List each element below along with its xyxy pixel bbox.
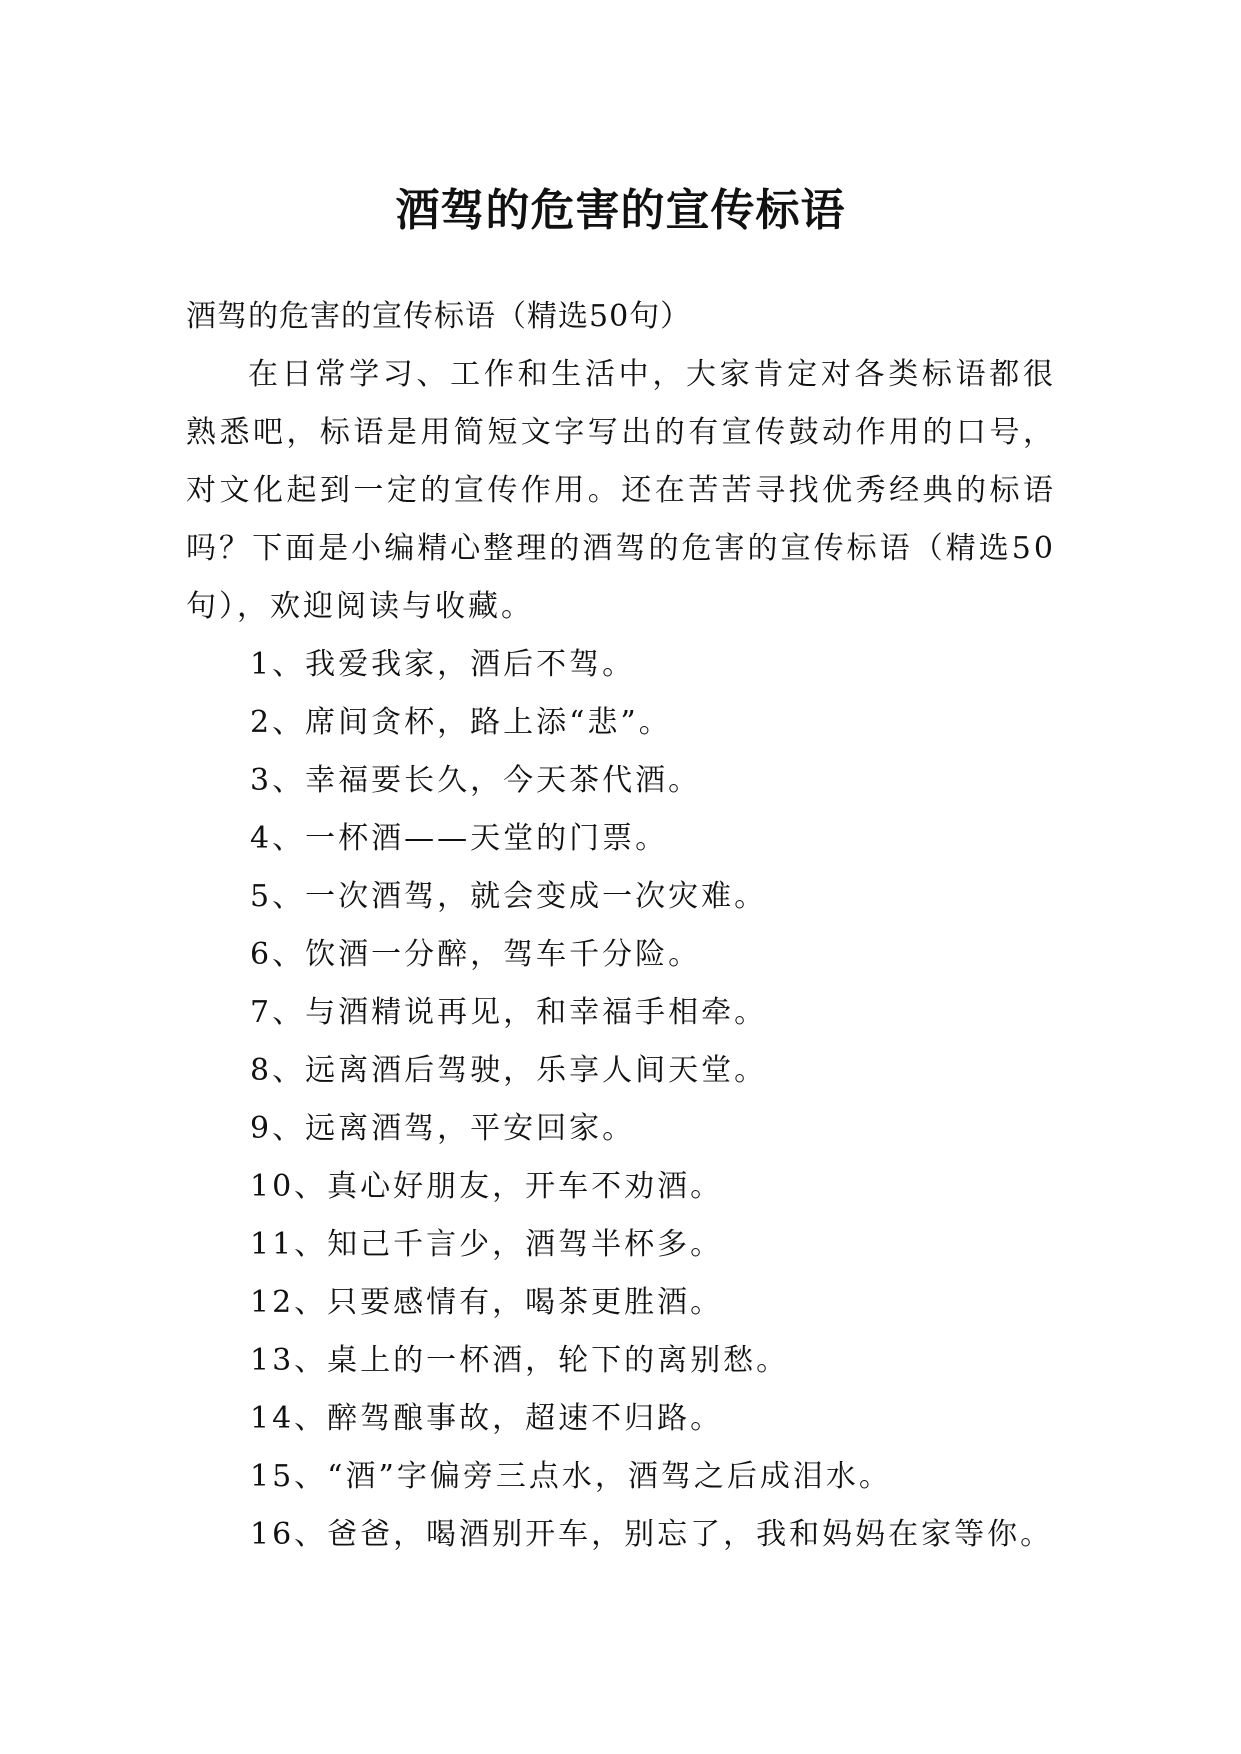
- document-title: 酒驾的危害的宣传标语: [395, 185, 846, 237]
- slogan-item: 12、只要感情有，喝茶更胜酒。: [250, 1285, 724, 1320]
- document-body: [186, 288, 1056, 1564]
- slogan-item: 10、真心好朋友，开车不劝酒。: [250, 1169, 724, 1204]
- slogan-item: 1、我爱我家，酒后不驾。: [250, 647, 636, 682]
- slogan-item: 3、幸福要长久，今天茶代酒。: [250, 763, 702, 798]
- slogan-item: 15、“酒”字偏旁三点水，酒驾之后成泪水。: [250, 1459, 892, 1494]
- slogan-item: 2、席间贪杯，路上添“悲”。: [250, 705, 672, 740]
- slogan-item: 6、饮酒一分醉，驾车千分险。: [250, 937, 702, 972]
- slogan-item: 5、一次酒驾，就会变成一次灾难。: [250, 879, 768, 914]
- slogan-item: 4、一杯酒——天堂的门票。: [250, 821, 669, 856]
- document-subtitle: 酒驾的危害的宣传标语（精选50句）: [186, 299, 692, 334]
- slogan-item: 14、醉驾酿事故，超速不归路。: [250, 1401, 724, 1436]
- slogan-item: 13、桌上的一杯酒，轮下的离别愁。: [250, 1343, 790, 1378]
- slogan-item: 11、知己千言少，酒驾半杯多。: [250, 1227, 724, 1262]
- slogan-item: 16、爸爸，喝酒别开车，别忘了，我和妈妈在家等你。: [250, 1517, 1054, 1552]
- slogan-item: 9、远离酒驾，平安回家。: [250, 1111, 636, 1146]
- slogan-item: 8、远离酒后驾驶，乐享人间天堂。: [250, 1053, 768, 1088]
- slogan-item: 7、与酒精说再见，和幸福手相牵。: [250, 995, 768, 1030]
- slogan-list: [186, 636, 1056, 1564]
- intro-paragraph: 在日常学习、工作和生活中，大家肯定对各类标语都很熟悉吧，标语是用简短文字写出的有宣传鼓动作用的口号，对文化起到一定的宣传作用。还在苦苦寻找优秀经典的标语吗？下面是小编精心整理的酒驾的危害的宣传标语（精选50句），欢迎阅读与收藏。: [186, 357, 1056, 624]
